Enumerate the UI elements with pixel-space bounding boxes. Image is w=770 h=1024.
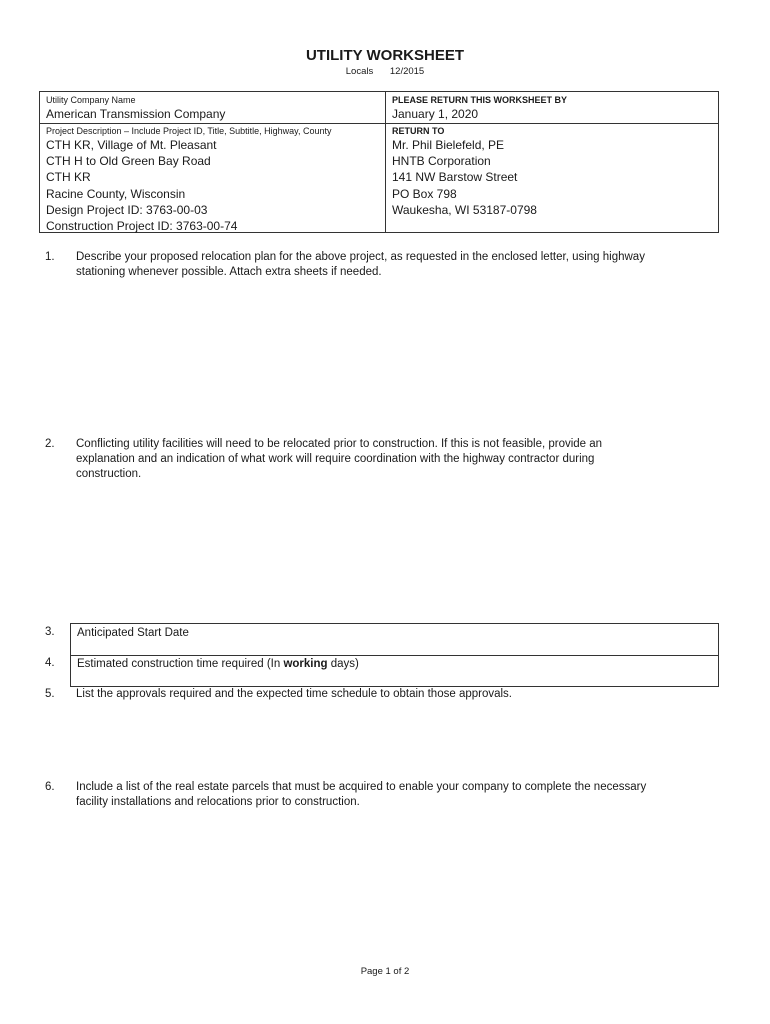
- question-text: [76, 250, 721, 280]
- construction-time-field[interactable]: [77, 658, 359, 670]
- question-line: stationing whenever possible. Attach extra sheets if needed.: [76, 266, 382, 278]
- project-line: Construction Project ID: 3763-00-74: [46, 219, 238, 234]
- question-number: 2.: [45, 438, 55, 450]
- question-line: Include a list of the real estate parcels that must be acquired to enable your company to complete the necessary: [76, 781, 647, 793]
- project-line: CTH KR: [46, 170, 91, 185]
- question-line: construction.: [76, 468, 142, 480]
- return-to-label: RETURN TO: [392, 126, 445, 136]
- project-line: CTH H to Old Green Bay Road: [46, 154, 211, 169]
- form-series: Locals: [345, 66, 374, 77]
- company-name-label: Utility Company Name: [46, 95, 136, 105]
- start-date-field[interactable]: Anticipated Start Date: [77, 627, 189, 639]
- question-3-number: 3.: [45, 626, 55, 638]
- project-line: Racine County, Wisconsin: [46, 186, 186, 201]
- schedule-boxes: [70, 623, 719, 687]
- question-number: 1.: [45, 251, 55, 263]
- form-revision: [0, 66, 770, 77]
- question-text: [76, 780, 721, 810]
- form-date: 12/2015: [389, 66, 425, 77]
- address-line: Mr. Phil Bielefeld, PE: [392, 138, 505, 152]
- project-description-label: Project Description – Include Project ID, Title, Subtitle, Highway, County: [46, 126, 332, 136]
- question-4-number: 4.: [45, 657, 55, 669]
- return-by-label: PLEASE RETURN THIS WORKSHEET BY: [392, 95, 568, 105]
- project-line: CTH KR, Village of Mt. Pleasant: [46, 138, 217, 152]
- question-number: 5.: [45, 688, 55, 700]
- address-line: 141 NW Barstow Street: [392, 170, 518, 185]
- question-line: facility installations and relocations prior to construction.: [76, 796, 360, 808]
- question-text: List the approvals required and the expected time schedule to obtain those approvals.: [76, 688, 513, 700]
- info-table: [39, 91, 719, 233]
- page-number: Page 1 of 2: [360, 966, 410, 977]
- company-name-value: American Transmission Company: [46, 107, 226, 121]
- return-to-address: [392, 137, 537, 218]
- return-by-date: January 1, 2020: [392, 107, 479, 121]
- field-label-emphasis: working: [283, 658, 328, 670]
- project-description: [46, 137, 237, 234]
- field-label-post: days): [327, 658, 359, 670]
- address-line: Waukesha, WI 53187-0798: [392, 202, 537, 217]
- address-line: HNTB Corporation: [392, 154, 491, 169]
- field-label-pre: Estimated construction time required (In: [77, 658, 284, 670]
- question-text: [76, 437, 721, 482]
- question-line: Conflicting utility facilities will need to be relocated prior to construction. If this is not feasible, provide an: [76, 438, 603, 450]
- question-number: 6.: [45, 781, 55, 793]
- project-line: Design Project ID: 3763-00-03: [46, 202, 208, 217]
- address-line: PO Box 798: [392, 186, 457, 201]
- question-line: explanation and an indication of what work will require coordination with the highway contractor during: [76, 453, 595, 465]
- page-title: UTILITY WORKSHEET: [305, 47, 465, 64]
- question-line: Describe your proposed relocation plan for the above project, as requested in the enclosed letter, using highway: [76, 251, 645, 263]
